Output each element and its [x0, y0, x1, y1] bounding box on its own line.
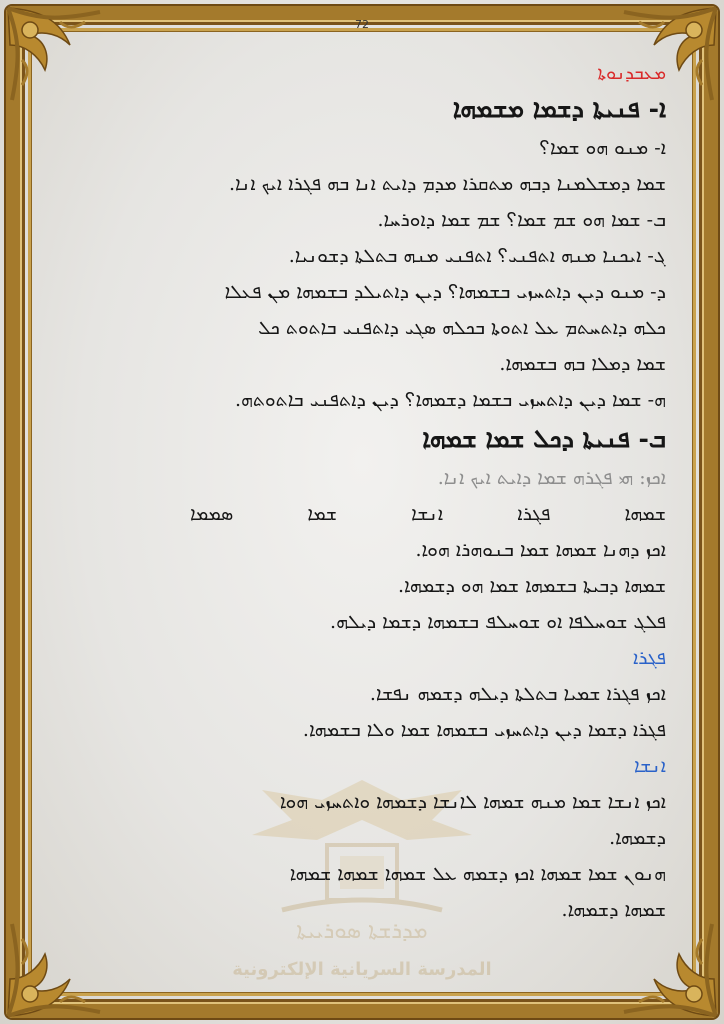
- word-row: [120, 496, 666, 532]
- word-item: ܐܢܫܐ: [411, 503, 444, 525]
- watermark-text: المدرسة السريانية الإلكترونية: [232, 959, 492, 980]
- text-line: ܕܫܡܗܐ.: [609, 827, 666, 849]
- ornament-corner-icon: [0, 914, 110, 1024]
- text-line: ܗ- ܫܡܐ ܕܝܢ ܕܐܬܚܙܝ ܒܫܡܐ ܕܫܡܗܐ؟ ܕܝܢ ܕܐܬܦܢܝ ܒܐܬܘܬܗ.: [234, 389, 666, 411]
- word-item: ܫܡܐ: [307, 503, 338, 525]
- text-line: ܫܡܗܐ ܕܒܝܬܐ ܒܫܡܗܐ ܫܡܐ ܗܘ ܕܫܡܗܐ.: [397, 575, 666, 597]
- text-line: ܗܢܘܢ ܫܡܐ ܫܡܗܐ ܐܟܙ ܕܫܡܗ ܥܠ ܫܡܗܐ ܫܡܗܐ ܫܡܗܐ: [289, 863, 666, 885]
- word-item: ܫܡܗܐ: [624, 503, 666, 525]
- example-note: ܐܟܙ: ܗܝ ܦܓܪܗ ܫܡܐ ܕܐܝܬ ܐܝܟ ܐܢܐ.: [437, 467, 666, 489]
- text-line: ܫܡܐ ܕܡܠܐ ܒܗ ܒܫܡܗܐ.: [499, 353, 666, 375]
- text-line: ܦܓܪܐ ܕܫܡܐ ܕܝܢ ܕܐܬܚܙܝ ܒܫܡܗܐ ܫܡܐ ܘܠܐ ܒܫܡܗܐ.: [302, 719, 666, 741]
- text-line: ܐܟܙ ܐܢܫܐ ܫܡܐ ܡܢܗ ܫܡܗܐ ܠܐܢܫܐ ܕܫܡܗܐ ܘܐܬܚܙܝ ܗܘܐ: [279, 791, 666, 813]
- text-line: ܦܠܓ ܫܘܚܠܦܐ ܐܘ ܫܘܚܠܦ ܒܫܡܗܐ ܕܫܡܐ ܕܝܠܗ.: [330, 611, 666, 633]
- heading-2: ܒ- ܦܢܝܬܐ ܕܟܠ ܫܡܐ ܫܡܗܐ: [422, 424, 666, 453]
- text-line: ܐܟܙ ܕܗܢܐ ܫܡܗܐ ܫܡܐ ܒܢܘܗܪܐ ܗܘܐ.: [415, 539, 666, 561]
- text-line: ܐܟܙ ܦܓܪܐ ܫܡܝܐ ܒܬܠܬܐ ܕܝܠܗ ܕܫܡܗ ܢܦܫܐ.: [369, 683, 666, 705]
- svg-text:ܡܕܪܫܬܐ ܣܘܪܝܝܬܐ: ܡܕܪܫܬܐ ܣܘܪܝܝܬܐ: [296, 919, 428, 944]
- text-line: ܐ- ܡܢܘ ܗܘ ܫܡܐ؟: [539, 137, 666, 159]
- text-line: ܫܡܗܐ ܕܫܡܗܐ.: [561, 899, 666, 921]
- page-content: [120, 60, 666, 928]
- text-line: ܟܠܗ ܕܐܬܚܬܡ ܥܠ ܐܬܘܬܐ ܒܟܠܗ ܣܓܝ ܕܐܬܦܢܝ ܒܐܬܘܬ ܟܠ: [258, 317, 666, 339]
- ornament-corner-icon: [614, 914, 724, 1024]
- ornament-corner-icon: [0, 0, 110, 110]
- text-line: ܫܡܐ ܕܡܫܠܡܢܐ ܕܒܗ ܡܬܩܪܐ ܡܕܡ ܕܐܝܬ ܐܢܐ ܒܗ ܦܓܪܐ ܐܝܟ ܐܢܐ.: [228, 173, 666, 195]
- subheading-1: ܦܓܪܐ: [632, 647, 666, 669]
- word-item: ܦܓܪܐ: [517, 503, 551, 525]
- page-number: 72: [355, 18, 369, 31]
- section-label: ܡܥܒܕܢܘܬܐ: [597, 63, 666, 84]
- subheading-2: ܐܢܫܐ: [634, 755, 666, 777]
- text-line: ܒ- ܫܡܐ ܗܘ ܫܡ ܫܡܐ؟ ܫܡ ܫܡܐ ܕܐܘܪܚܐ.: [377, 209, 666, 231]
- heading-1: ܐ- ܦܢܝܬܐ ܕܫܡܐ ܡܫܡܗܐ: [452, 94, 666, 123]
- text-line: ܓ- ܐܝܟܢܐ ܡܢܗ ܐܬܦܢܝ؟ ܐܬܦܢܝ ܡܢܗ ܒܬܠܬܐ ܕܫܘܢܝܐ.: [288, 245, 666, 267]
- text-line: ܕ- ܡܢܘ ܕܝܢ ܕܐܬܚܙܝ ܒܫܡܗܐ؟ ܕܝܢ ܕܐܬܝܠܕ ܒܫܡܗܐ ܡܢ ܦܥܠܐ: [224, 281, 666, 303]
- word-item: ܣܡܡܐ: [190, 503, 234, 525]
